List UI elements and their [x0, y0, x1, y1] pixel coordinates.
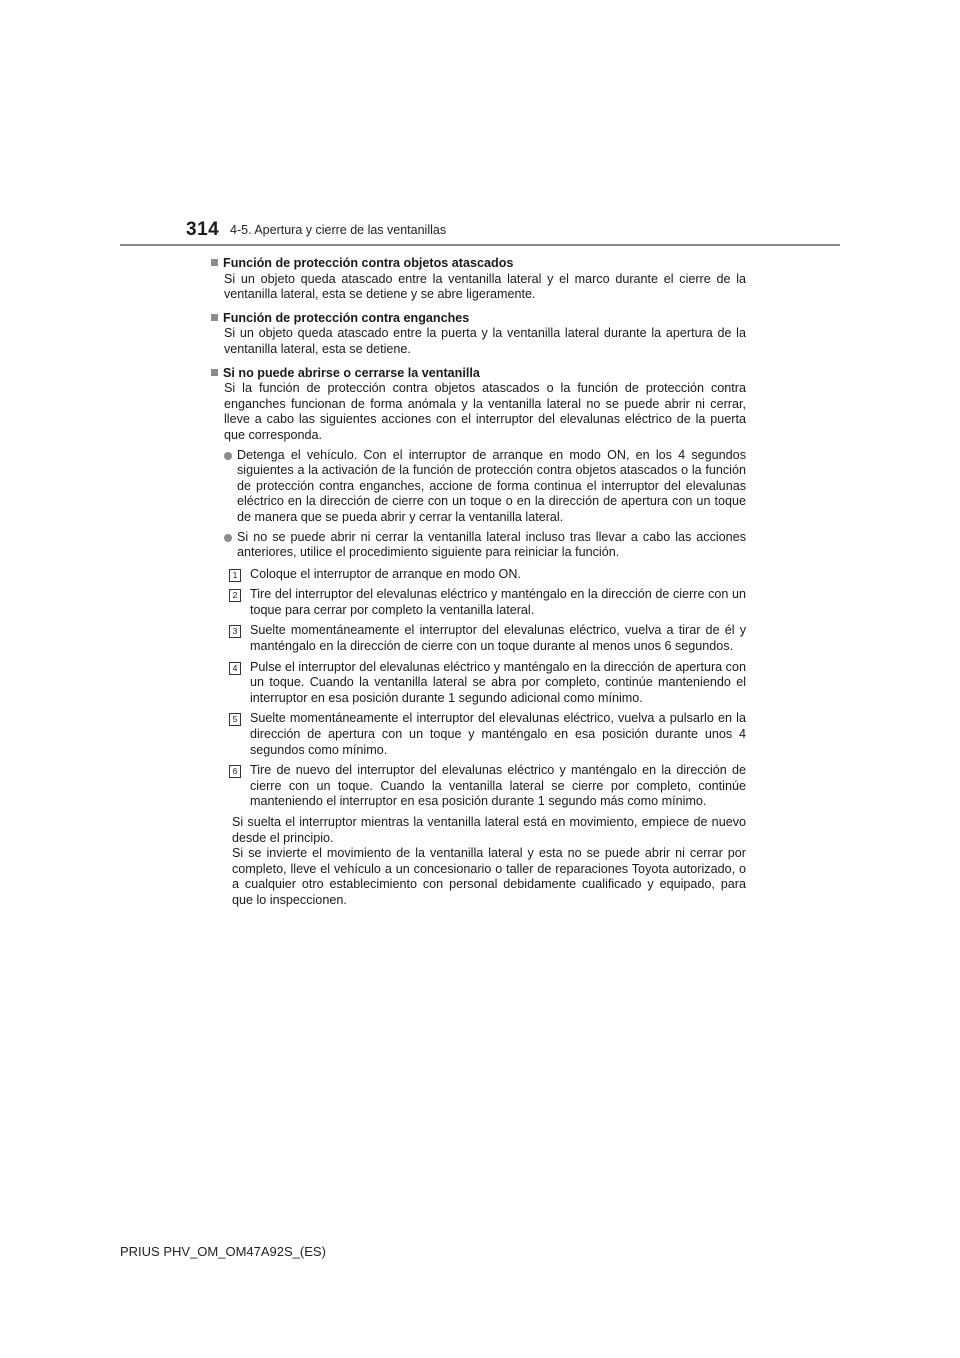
- section-title: 4-5. Apertura y cierre de las ventanillas: [230, 223, 447, 237]
- step-text: Tire de nuevo del interruptor del elevalunas eléctrico y manténgalo en la dirección de cierre con un toque. Cuando la ventanilla lateral se cierre por completo, continúe manteniendo el interruptor en esa posición durante 1 segundo más como mínimo.: [250, 763, 746, 809]
- list-item-text: Si no se puede abrir ni cerrar la ventanilla lateral incluso tras llevar a cabo las acciones anteriores, utilice el procedimiento siguiente para reiniciar la función.: [237, 529, 746, 560]
- step-item: [211, 711, 746, 758]
- step-number-badge: 3: [229, 625, 241, 638]
- step-number-badge: 5: [229, 713, 241, 726]
- step-text: Pulse el interruptor del elevalunas eléctrico y manténgalo en la dirección de apertura con un toque. Cuando la ventanilla lateral se abra por completo, continúe manteniendo el interruptor en esa posición durante 1 segundo adicional como mínimo.: [250, 659, 746, 705]
- page-content: [211, 256, 746, 917]
- list-item: [211, 530, 746, 561]
- section-heading-text: Si no puede abrirse o cerrarse la ventanilla: [223, 365, 480, 380]
- square-bullet-icon: [211, 314, 218, 321]
- list-item: [211, 448, 746, 526]
- section-heading: [211, 366, 746, 382]
- circle-bullet-icon: [224, 452, 232, 460]
- step-number-badge: 2: [229, 589, 241, 602]
- square-bullet-icon: [211, 259, 218, 266]
- section-snag-protection: [211, 311, 746, 358]
- document-code: PRIUS PHV_OM_OM47A92S_(ES): [120, 1244, 326, 1259]
- section-heading-text: Función de protección contra objetos atascados: [223, 256, 514, 270]
- step-number-badge: 6: [229, 765, 241, 778]
- step-item: [211, 660, 746, 707]
- step-number-badge: 4: [229, 662, 241, 675]
- reset-steps: [211, 567, 746, 810]
- note-text: Si suelta el interruptor mientras la ventanilla lateral está en movimiento, empiece de nuevo desde el principio.: [232, 815, 746, 845]
- note-text: Si se invierte el movimiento de la ventanilla lateral y esta no se puede abrir ni cerrar por completo, lleve el vehículo a un concesionario o taller de reparaciones Toyota autorizado, o a cualquier otro establecimiento con personal debidamente cualificado y equipado, para que lo inspeccionen.: [232, 846, 746, 907]
- section-heading: [211, 256, 746, 272]
- step-text: Coloque el interruptor de arranque en modo ON.: [250, 566, 521, 581]
- section-heading-text: Función de protección contra enganches: [223, 310, 470, 325]
- step-number-badge: 1: [229, 569, 241, 582]
- step-text: Tire del interruptor del elevalunas eléctrico y manténgalo en la dirección de cierre con un toque para cerrar por completo la ventanilla lateral.: [250, 587, 746, 617]
- step-item: [211, 623, 746, 654]
- page-number: 314: [186, 219, 220, 240]
- step-item: [211, 763, 746, 810]
- list-item-text: Detenga el vehículo. Con el interruptor de arranque en modo ON, en los 4 segundos siguientes a la activación de la función de protección contra objetos atascados o la función de protección contra enganches, accione de forma continua el interruptor del elevalunas eléctrico en la dirección de cierre con un toque o en la dirección de apertura con un toque de manera que se pueda abrir y cerrar la ventanilla lateral.: [237, 447, 746, 524]
- square-bullet-icon: [211, 369, 218, 376]
- section-object-protection: [211, 256, 746, 303]
- section-body: Si la función de protección contra objetos atascados o la función de protección contra enganches funcionan de forma anómala y la ventanilla lateral no se puede abrir ni cerrar, lleve a cabo las siguientes acciones con el interruptor del elevalunas eléctrico de la puerta que corresponda.: [224, 381, 746, 442]
- step-item: [211, 567, 746, 583]
- section-heading: [211, 311, 746, 327]
- header-rule: [120, 244, 840, 246]
- section-body: Si un objeto queda atascado entre la puerta y la ventanilla lateral durante la apertura de la ventanilla lateral, esta se detiene.: [224, 326, 746, 356]
- section-body: Si un objeto queda atascado entre la ventanilla lateral y el marco durante el cierre de la ventanilla lateral, esta se detiene y se abre ligeramente.: [224, 271, 746, 302]
- circle-bullet-icon: [224, 534, 232, 542]
- step-item: [211, 587, 746, 618]
- section-window-fault: [211, 366, 746, 909]
- step-text: Suelte momentáneamente el interruptor del elevalunas eléctrico, vuelva a pulsarlo en la dirección de apertura con un toque y manténgalo en esa posición durante unos 4 segundos como mínimo.: [250, 711, 746, 757]
- step-text: Suelte momentáneamente el interruptor del elevalunas eléctrico, vuelva a tirar de él y manténgalo en la dirección de cierre con un toque durante al menos unos 6 segundos.: [250, 623, 746, 654]
